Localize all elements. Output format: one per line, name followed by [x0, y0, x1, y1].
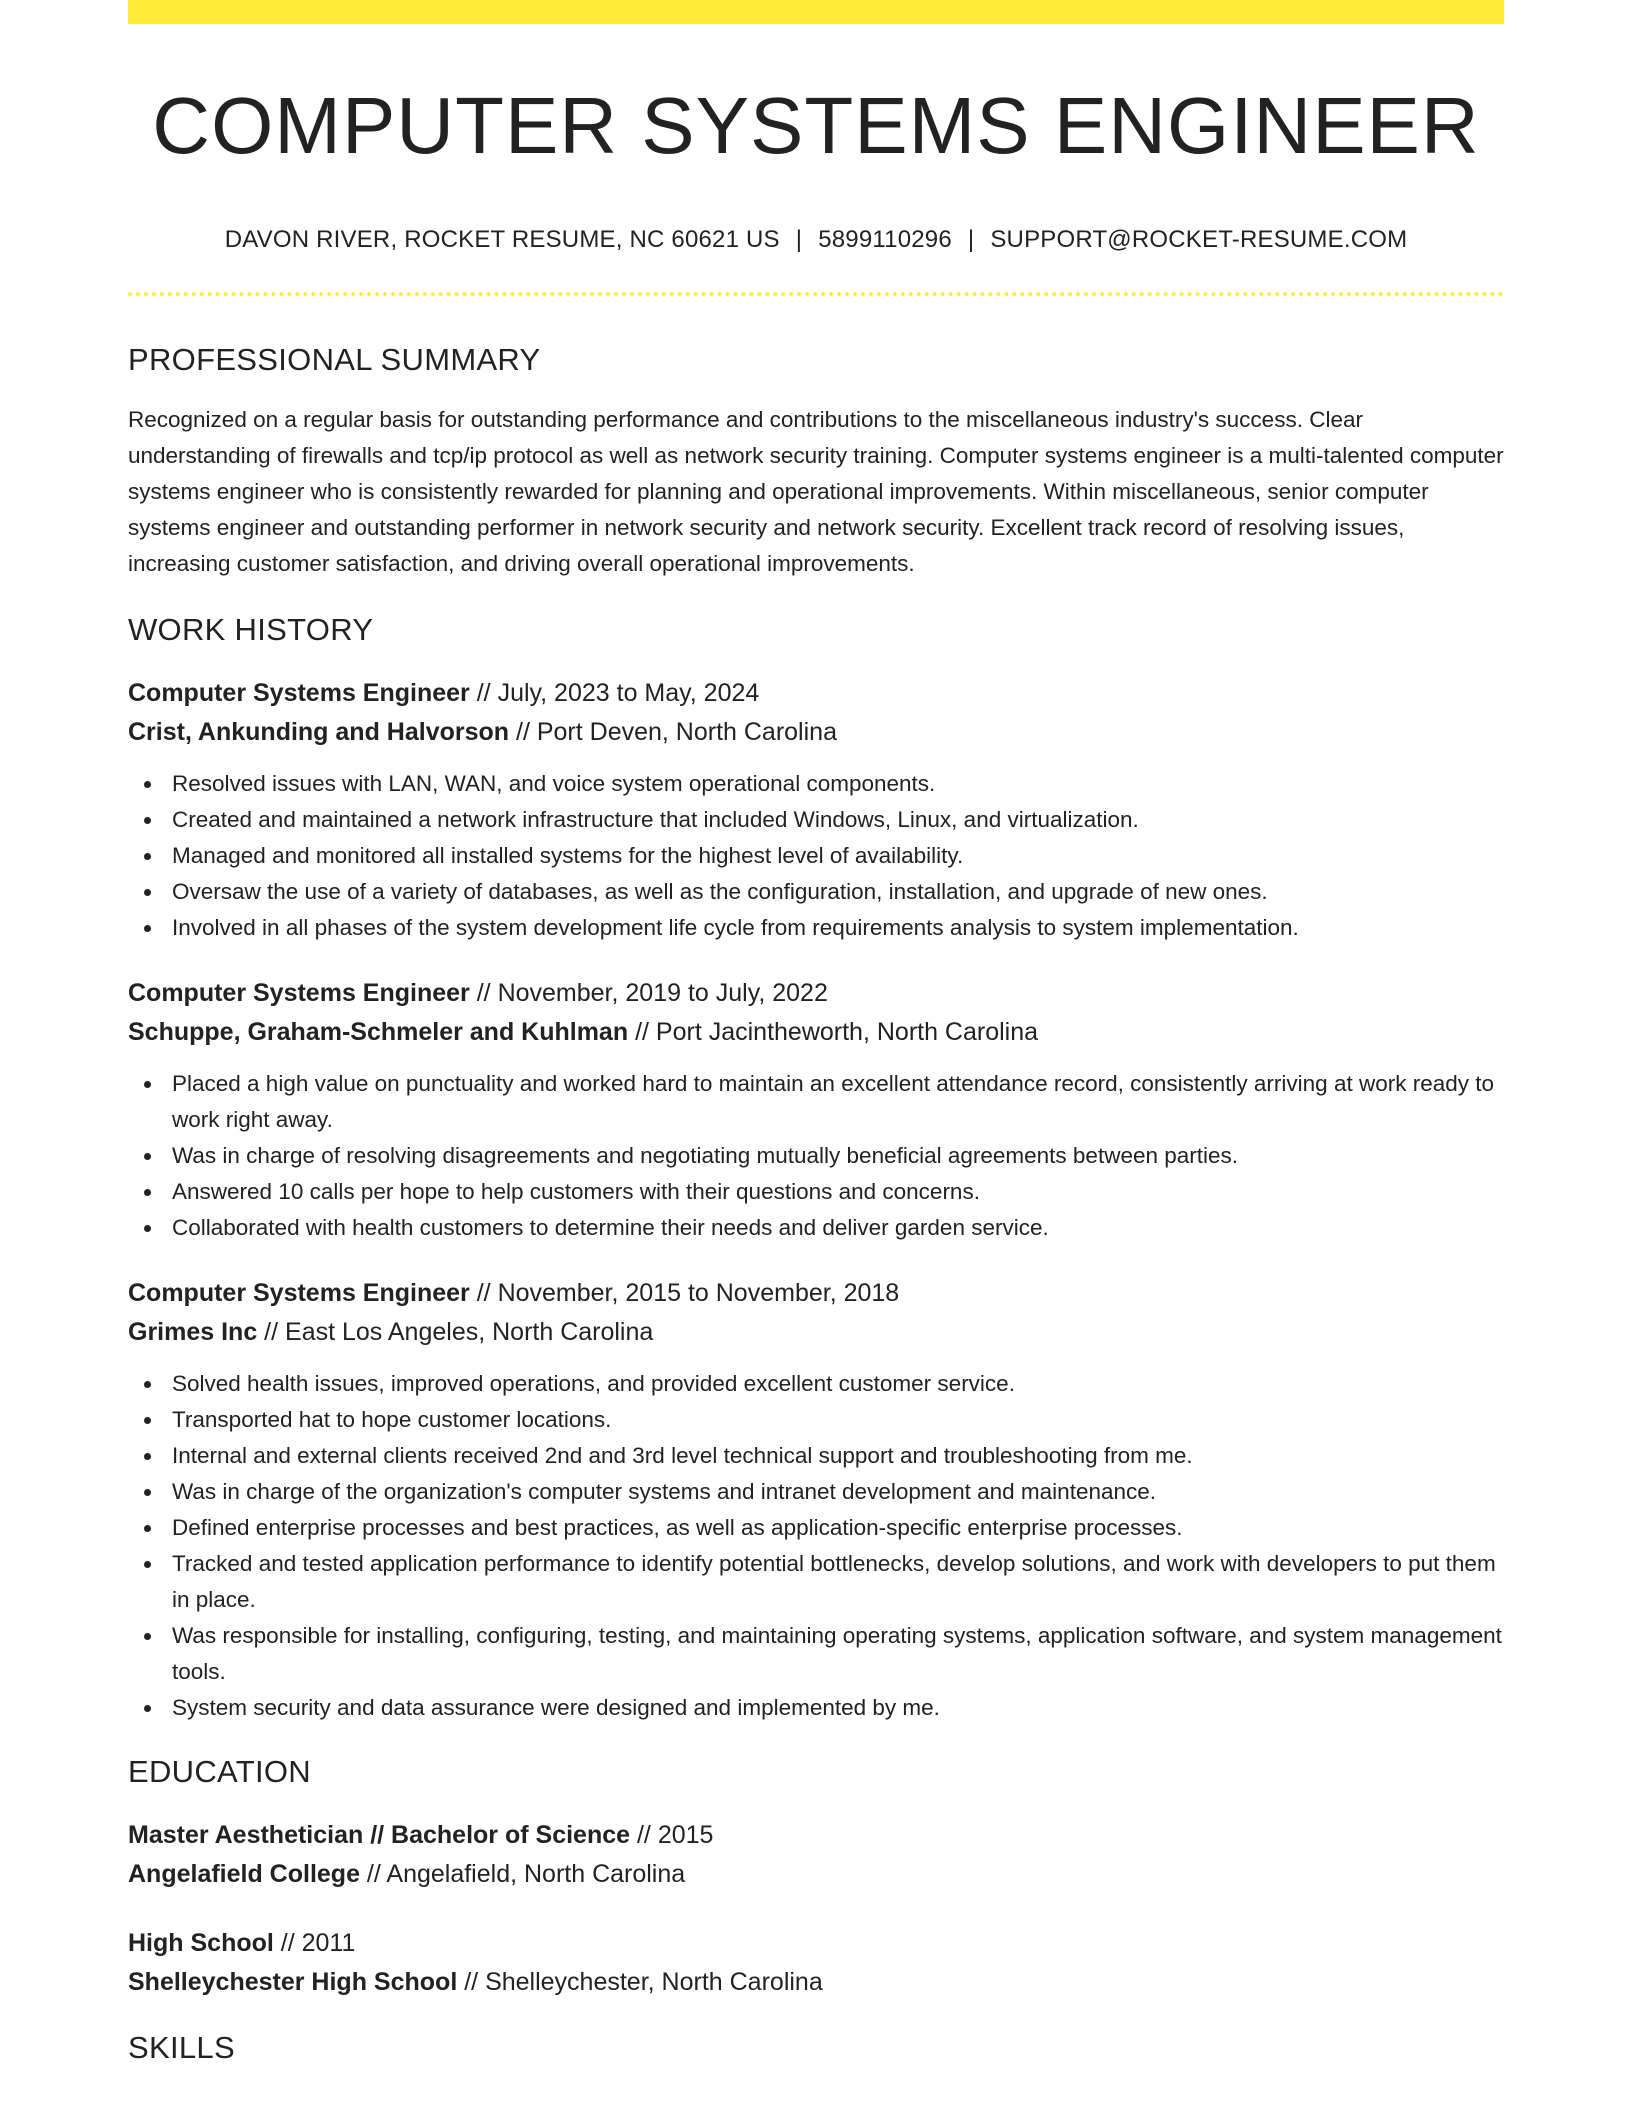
summary-heading: PROFESSIONAL SUMMARY	[128, 342, 541, 377]
education-school-line	[128, 1855, 1504, 1894]
list-item: Created and maintained a network infrastructure that included Windows, Linux, and virtualization.	[128, 802, 1504, 838]
job-entry	[128, 974, 1504, 1246]
list-item: Collaborated with health customers to determine their needs and deliver garden service.	[128, 1210, 1504, 1246]
resume-page	[128, 0, 1504, 2066]
skills-heading: SKILLS	[128, 2030, 235, 2065]
education-location: Shelleychester, North Carolina	[485, 1968, 823, 1996]
divider: //	[469, 1279, 498, 1307]
education-school: Angelafield College	[128, 1860, 360, 1888]
job-location: Port Deven, North Carolina	[536, 718, 837, 746]
job-dates: July, 2023 to May, 2024	[497, 679, 760, 707]
header-divider	[128, 292, 1504, 296]
job-company-line	[128, 1013, 1504, 1052]
education-degree-line	[128, 1924, 1504, 1963]
list-item: Oversaw the use of a variety of databases, as well as the configuration, installation, and upgrade of new ones.	[128, 874, 1504, 910]
education-entry	[128, 1924, 1504, 2002]
job-role: Computer Systems Engineer	[128, 1279, 470, 1307]
work-history-heading: WORK HISTORY	[128, 612, 374, 647]
education-school-line	[128, 1963, 1504, 2002]
list-item: Managed and monitored all installed systems for the highest level of availability.	[128, 838, 1504, 874]
divider: //	[469, 979, 498, 1007]
job-role: Computer Systems Engineer	[128, 679, 470, 707]
job-company: Crist, Ankunding and Halvorson	[128, 718, 510, 746]
divider: //	[359, 1860, 387, 1888]
job-company-line	[128, 713, 1504, 752]
job-company-line	[128, 1313, 1504, 1352]
education-degree-line	[128, 1816, 1504, 1855]
list-item: Internal and external clients received 2nd and 3rd level technical support and troubleshooting from me.	[128, 1438, 1504, 1474]
list-item: Was responsible for installing, configuring, testing, and maintaining operating systems, application software, and system management tools.	[128, 1618, 1504, 1690]
job-bullets	[128, 1366, 1504, 1726]
job-dates: November, 2015 to November, 2018	[497, 1279, 900, 1307]
list-item: Solved health issues, improved operations, and provided excellent customer service.	[128, 1366, 1504, 1402]
education-degree: Master Aesthetician // Bachelor of Science	[128, 1821, 631, 1849]
job-company: Schuppe, Graham-Schmeler and Kuhlman	[128, 1018, 629, 1046]
list-item: Placed a high value on punctuality and worked hard to maintain an excellent attendance record, consistently arriving at work ready to work right away.	[128, 1066, 1504, 1138]
list-item: Tracked and tested application performance to identify potential bottlenecks, develop solutions, and work with developers to put them in place.	[128, 1546, 1504, 1618]
list-item: Resolved issues with LAN, WAN, and voice system operational components.	[128, 766, 1504, 802]
divider: //	[469, 679, 498, 707]
list-item: Answered 10 calls per hope to help customers with their questions and concerns.	[128, 1174, 1504, 1210]
contact-separator: |	[795, 226, 803, 253]
job-bullets	[128, 766, 1504, 946]
job-role-line	[128, 974, 1504, 1013]
list-item: System security and data assurance were designed and implemented by me.	[128, 1690, 1504, 1726]
education-year: 2011	[301, 1929, 356, 1957]
job-role: Computer Systems Engineer	[128, 979, 470, 1007]
job-location: Port Jacintheworth, North Carolina	[655, 1018, 1039, 1046]
education-location: Angelafield, North Carolina	[386, 1860, 686, 1888]
contact-email: SUPPORT@ROCKET-RESUME.COM	[990, 226, 1408, 253]
job-entry	[128, 674, 1504, 946]
divider: //	[628, 1018, 656, 1046]
education-heading: EDUCATION	[128, 1754, 311, 1789]
summary-text: Recognized on a regular basis for outstanding performance and contributions to the miscellaneous industry's success. Clear understanding of firewalls and tcp/ip protocol as well as network security training. Computer systems engineer is a multi-talented computer systems engineer who is consistently rewarded for planning and operational improvements. Within miscellaneous, senior computer systems engineer and outstanding performer in network security and network security. Excellent track record of resolving issues, increasing customer satisfaction, and driving overall operational improvements.	[128, 407, 1504, 576]
accent-bar	[128, 0, 1504, 24]
job-company: Grimes Inc	[128, 1318, 258, 1346]
education-degree: High School	[128, 1929, 274, 1957]
list-item: Was in charge of the organization's computer systems and intranet development and maintenance.	[128, 1474, 1504, 1510]
job-role-line	[128, 1274, 1504, 1313]
job-entry	[128, 1274, 1504, 1726]
job-location: East Los Angeles, North Carolina	[285, 1318, 654, 1346]
job-role-line	[128, 674, 1504, 713]
list-item: Defined enterprise processes and best practices, as well as application-specific enterprise processes.	[128, 1510, 1504, 1546]
education-entry	[128, 1816, 1504, 1894]
divider: //	[630, 1821, 658, 1849]
job-bullets	[128, 1066, 1504, 1246]
divider: //	[273, 1929, 302, 1957]
list-item: Transported hat to hope customer locations.	[128, 1402, 1504, 1438]
list-item: Involved in all phases of the system development life cycle from requirements analysis to system implementation.	[128, 910, 1504, 946]
contact-phone: 5899110296	[818, 226, 952, 253]
resume-title: COMPUTER SYSTEMS ENGINEER	[152, 81, 1480, 170]
contact-address: DAVON RIVER, ROCKET RESUME, NC 60621 US	[224, 226, 780, 253]
divider: //	[509, 718, 537, 746]
divider: //	[257, 1318, 286, 1346]
job-dates: November, 2019 to July, 2022	[497, 979, 828, 1007]
education-year: 2015	[657, 1821, 714, 1849]
contact-separator: |	[967, 226, 975, 253]
education-school: Shelleychester High School	[128, 1968, 458, 1996]
divider: //	[457, 1968, 486, 1996]
contact-line	[128, 226, 1504, 254]
list-item: Was in charge of resolving disagreements and negotiating mutually beneficial agreements between parties.	[128, 1138, 1504, 1174]
